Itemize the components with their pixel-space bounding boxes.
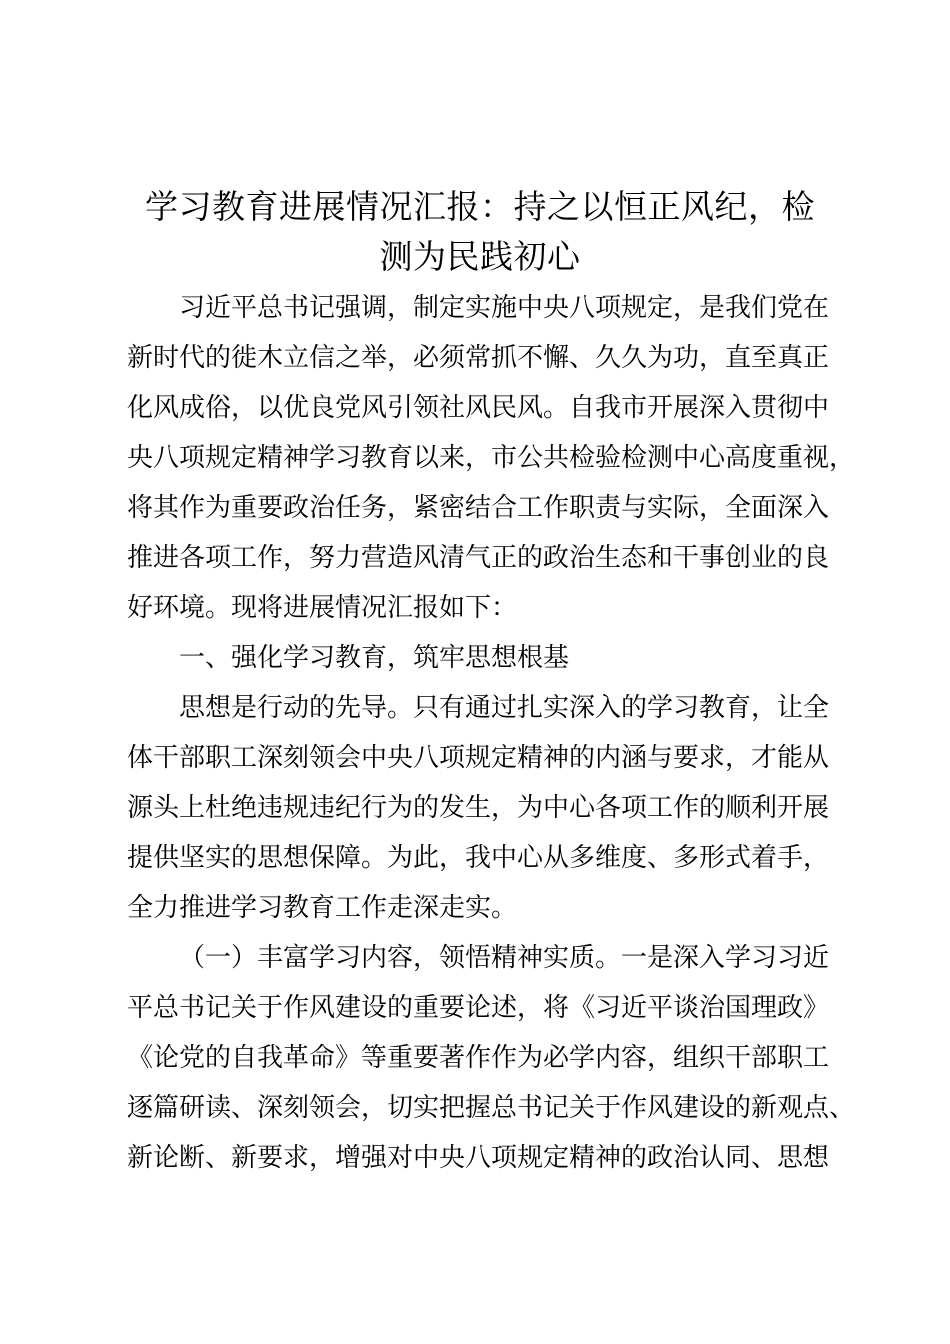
paragraph-line: 推进各项工作，努力营造风清气正的政治生态和干事创业的良 <box>127 543 830 573</box>
paragraph-line: 全力推进学习教育工作走深走实。 <box>127 893 518 923</box>
paragraph-line: 好环境。现将进展情况汇报如下： <box>127 593 518 623</box>
paragraph-line: 提供坚实的思想保障。为此，我中心从多维度、多形式着手， <box>127 843 830 873</box>
paragraph-line: 将其作为重要政治任务，紧密结合工作职责与实际，全面深入 <box>127 493 830 523</box>
title-line: 学习教育进展情况汇报：持之以恒正风纪，检 <box>145 187 815 226</box>
paragraph-line: 新论断、新要求，增强对中央八项规定精神的政治认同、思想 <box>127 1143 830 1173</box>
paragraph-line: 央八项规定精神学习教育以来，市公共检验检测中心高度重视， <box>127 443 856 473</box>
document-title <box>118 182 842 282</box>
title-line: 测为民践初心 <box>379 237 581 276</box>
paragraph-line: 逐篇研读、深刻领会，切实把握总书记关于作风建设的新观点、 <box>127 1093 856 1123</box>
paragraph-line: 平总书记关于作风建设的重要论述，将《习近平谈治国理政》 <box>127 993 830 1023</box>
section-heading: 一、强化学习教育，筑牢思想根基 <box>179 643 570 673</box>
paragraph-line: 源头上杜绝违规违纪行为的发生，为中心各项工作的顺利开展 <box>127 793 830 823</box>
paragraph-line: 《论党的自我革命》等重要著作作为必学内容，组织干部职工 <box>127 1043 830 1073</box>
document-body <box>127 283 856 1183</box>
paragraph-line: 体干部职工深刻领会中央八项规定精神的内涵与要求，才能从 <box>127 743 830 773</box>
paragraph-line: 习近平总书记强调，制定实施中央八项规定，是我们党在 <box>179 293 830 323</box>
paragraph-line: 新时代的徙木立信之举，必须常抓不懈、久久为功，直至真正 <box>127 343 830 373</box>
paragraph-line: 思想是行动的先导。只有通过扎实深入的学习教育，让全 <box>179 693 830 723</box>
paragraph-line: （一）丰富学习内容，领悟精神实质。一是深入学习习近 <box>179 943 830 973</box>
paragraph-line: 化风成俗，以优良党风引领社风民风。自我市开展深入贯彻中 <box>127 393 830 423</box>
